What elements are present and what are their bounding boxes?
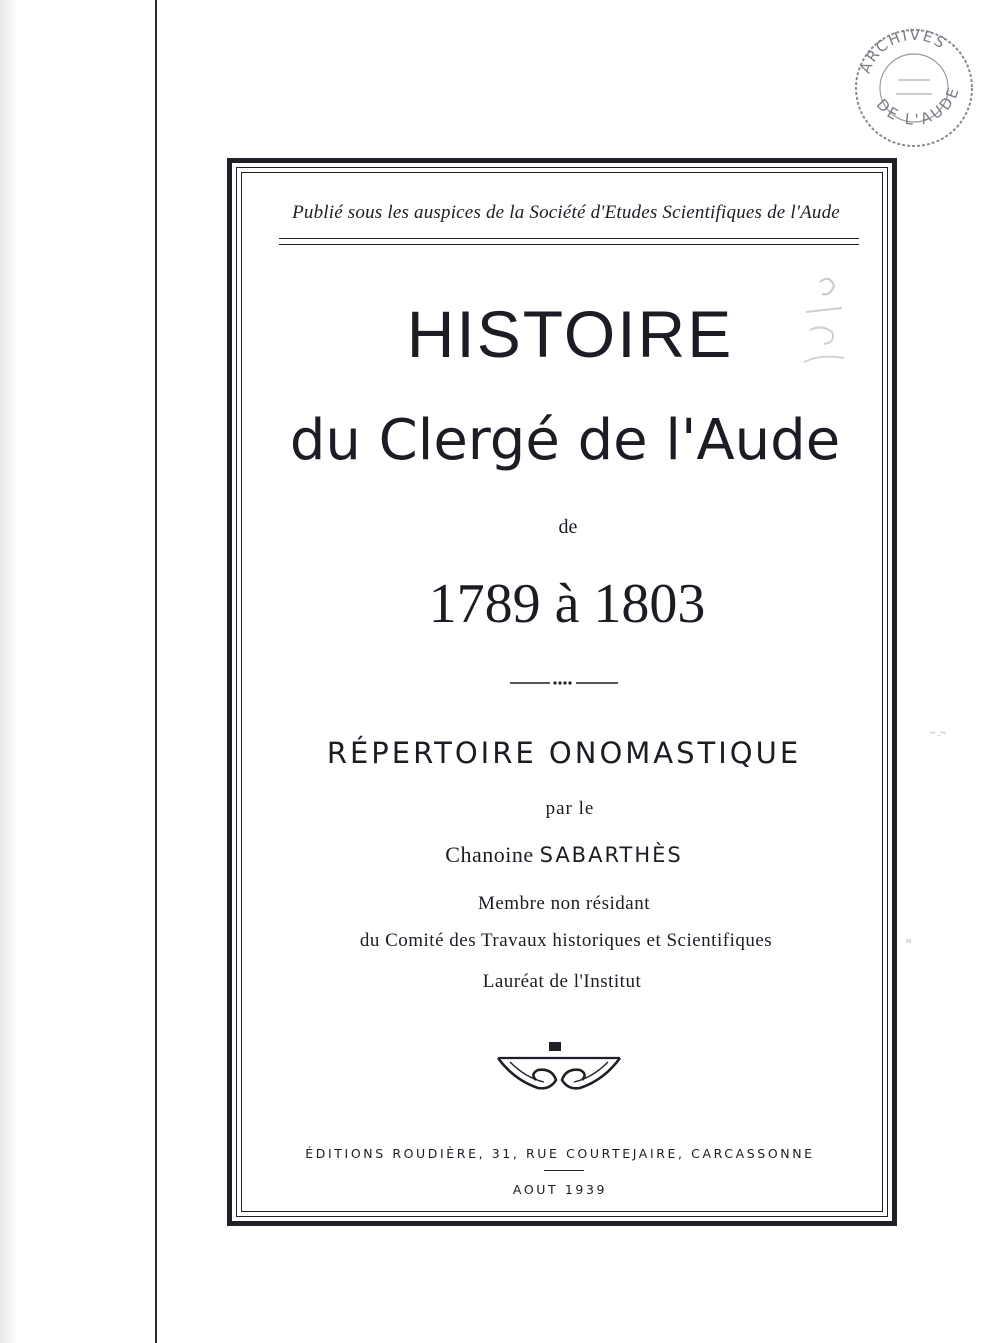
publication-date: AOUT 1939 — [512, 1182, 608, 1197]
stamp-top-text: ARCHIVES — [856, 25, 951, 76]
title-dates: 1789 à 1803 — [428, 573, 706, 635]
credential-laureate: Lauréat de l'Institut — [482, 971, 642, 992]
auspices-double-rule — [279, 238, 859, 245]
page-gutter-line — [155, 0, 157, 1343]
author-title: Chanoine — [445, 842, 534, 867]
archive-stamp — [846, 14, 982, 154]
book-subtitle: du Clergé de l'Aude — [289, 408, 841, 473]
auspices-line: Publié sous les auspices de la Société d'Etudes Scientifiques de l'Aude — [292, 202, 840, 223]
page-gutter-shadow — [0, 0, 18, 1343]
credential-member: Membre non résidant — [477, 893, 650, 914]
author-name: SABARTHÈS — [539, 843, 683, 867]
credential-committee: du Comité des Travaux historiques et Scientifiques — [359, 930, 773, 951]
stamp-bottom-text: DE L'AUDE — [872, 83, 964, 129]
svg-text:DE L'AUDE — [873, 83, 964, 129]
publisher-emblem-icon — [494, 1040, 624, 1096]
page-speck: ≈ — [906, 936, 912, 947]
ornamental-rule — [510, 678, 618, 688]
publisher-rule — [544, 1170, 584, 1171]
page-speck: ~ .~ — [930, 728, 946, 739]
by-line: par le — [545, 798, 595, 819]
title-connector: de — [558, 516, 578, 538]
publisher-line: ÉDITIONS ROUDIÈRE, 31, RUE COURTEJAIRE, CARCASSONNE — [305, 1146, 815, 1161]
book-title: HISTOIRE — [406, 297, 734, 371]
author-line — [0, 842, 993, 868]
repertoire-heading: RÉPERTOIRE ONOMASTIQUE — [326, 736, 802, 770]
